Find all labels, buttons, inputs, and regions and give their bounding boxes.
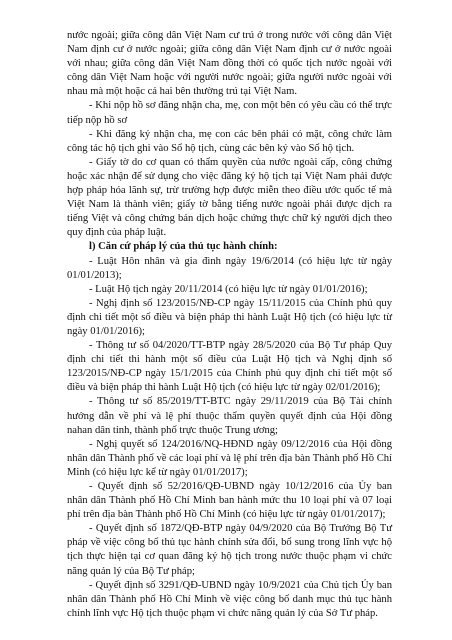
paragraph-submission-note: - Khi nộp hồ sơ đăng nhận cha, mẹ, con một bên có yêu cầu có thể trực tiếp nộp hồ sơ [67,100,392,126]
legal-basis-item-resolution-124: - Nghị quyết số 124/2016/NQ-HĐND ngày 09/12/2016 của Hội đồng nhân dân Thành phố về các loại phí và lệ phí trên địa bàn Thành phố Hồ Chí Minh (có hiệu lực kể từ ngày 01/01/2017); [67,438,392,478]
legal-basis-item-circular-04: - Thông tư số 04/2020/TT-BTP ngày 28/5/2020 của Bộ Tư pháp Quy định chi tiết thi hành một số điều của Luật Hộ tịch và Nghị định số 123/2015/NĐ-CP ngày 15/1/2015 của Chính phủ quy định chi tiết một số điều và biện pháp thi hành Luật Hộ tịch (có hiệu lực từ ngày 02/01/2016); [67,340,392,394]
paragraph-eligible-parties: nước ngoài; giữa công dân Việt Nam cư trú ở trong nước với công dân Việt Nam định cư ở nước ngoài; giữa công dân Việt Nam định cư ở nước ngoài với nhau; giữa công dân Việt Nam đồng thời có quốc tịch nước ngoài với công dân Việt Nam hoặc với người nước ngoài; giữa người nước ngoài với nhau mà một hoặc cả hai bên thường trú tại Việt Nam. [67,30,392,98]
section-heading-legal-basis: l) Căn cứ pháp lý của thủ tục hành chính: [89,241,278,253]
legal-basis-item-decision-1872: - Quyết định số 1872/QĐ-BTP ngày 04/9/2020 của Bộ Trưởng Bộ Tư pháp về việc công bố thủ tục hành chính sửa đổi, bổ sung trong lĩnh vực hộ tịch thực hiện tại cơ quan đăng ký hộ tịch trong nước thuộc phạm vi chức năng quản lý của Bộ Tư pháp; [67,523,392,577]
legal-basis-item-civil-status-law: - Luật Hộ tịch ngày 20/11/2014 (có hiệu lực từ ngày 01/01/2016); [89,283,368,295]
legal-basis-item-decree-123: - Nghị định số 123/2015/NĐ-CP ngày 15/11/2015 của Chính phủ quy định chi tiết một số điều và biện pháp thi hành Luật Hộ tịch (có hiệu lực từ ngày 01/01/2016); [67,297,392,337]
legal-basis-item-decision-3291: - Quyết định số 3291/QĐ-UBND ngày 10/9/2021 của Chủ tịch Ủy ban nhân dân Thành phố Hồ Chí Minh về việc công bố danh mục thủ tục hành chính lĩnh vực Hộ tịch thuộc phạm vi chức năng quản lý của Sở Tư pháp. [67,579,392,619]
legal-basis-item-circular-85: - Thông tư số 85/2019/TT-BTC ngày 29/11/2019 của Bộ Tài chính hướng dẫn về phí và lệ phí thuộc thẩm quyền quyết định của Hội đồng nahan dân tỉnh, thành phố trực thuộc Trung ương; [67,396,392,436]
paragraph-foreign-documents: - Giấy tờ do cơ quan có thẩm quyền của nước ngoài cấp, công chứng hoặc xác nhận để sử dụng cho việc đăng ký hộ tịch tại Việt Nam phải được hợp pháp hóa lãnh sự, trừ trường hợp được miễn theo điều ước quốc tế mà Việt Nam là thành viên; giấy tờ bằng tiếng nước ngoài phải được dịch ra tiếng Việt và công chứng bản dịch hoặc chứng thực chữ ký người dịch theo quy định của pháp luật. [67,156,392,239]
paragraph-registration-presence: - Khi đăng ký nhận cha, mẹ con các bên phải có mặt, công chức làm công tác hộ tịch ghi vào Sổ hộ tịch, cùng các bên ký vào Sổ hộ tịch. [67,128,392,154]
legal-basis-item-decision-52: - Quyết định số 52/2016/QĐ-UBND ngày 10/12/2016 của Ủy ban nhân dân Thành phố Hồ Chí Minh ban hành mức thu 10 loại phí và 07 loại phí trên địa bàn Thành phố Hồ Chí Minh (có hiệu lực từ ngày 01/01/2017); [67,481,392,521]
legal-basis-item-marriage-law: - Luật Hôn nhân và gia đình ngày 19/6/2014 (có hiệu lực từ ngày 01/01/2013); [67,255,392,281]
